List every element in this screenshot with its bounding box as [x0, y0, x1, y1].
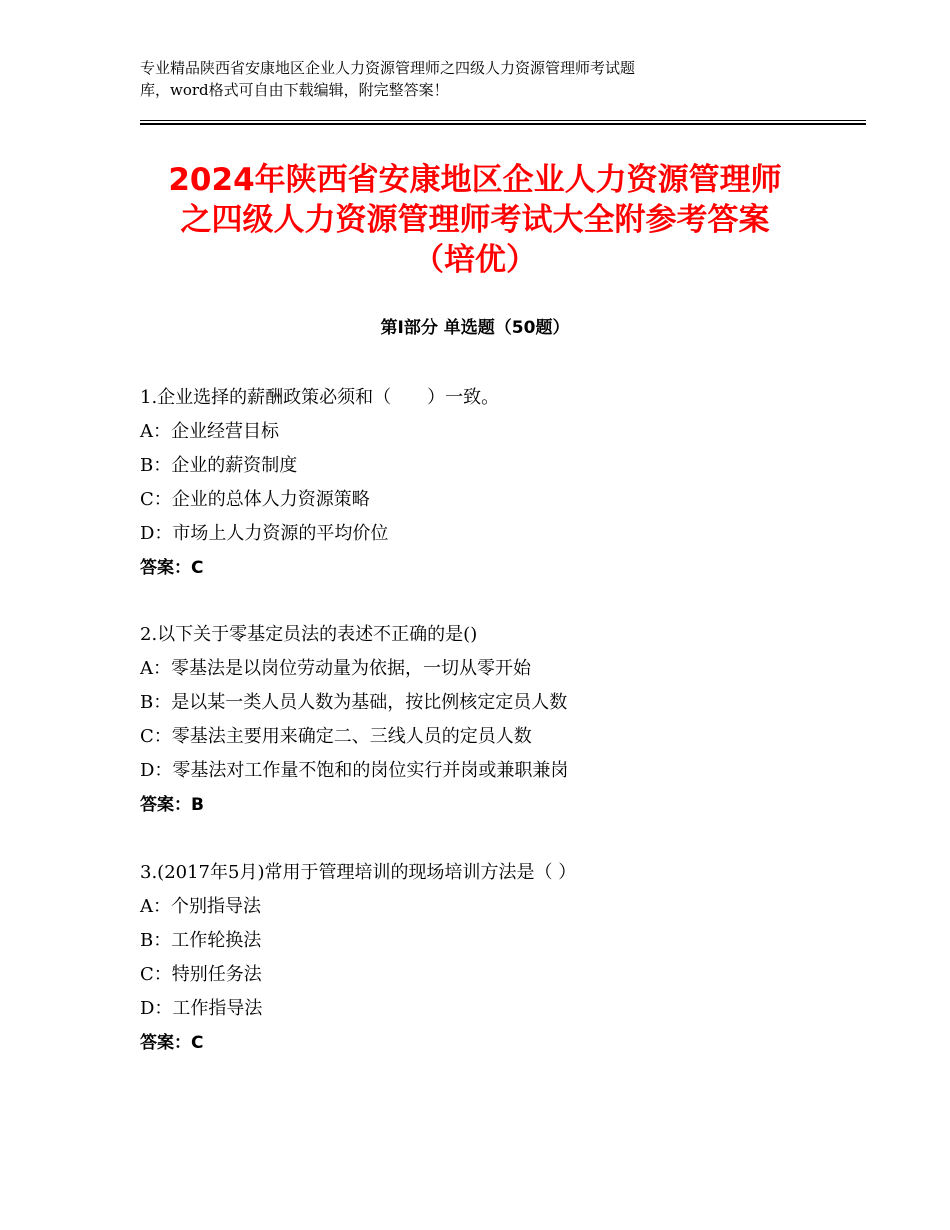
- question-stem: 3.(2017年5月)常用于管理培训的现场培训方法是（ ）: [140, 862, 577, 883]
- question-stem: 2.以下关于零基定员法的表述不正确的是(): [140, 624, 478, 645]
- header-divider-thick: [140, 123, 866, 125]
- header-note-line-2: 库，word格式可自由下载编辑，附完整答案！: [140, 81, 449, 99]
- header-divider-thin: [140, 120, 866, 121]
- option-a: A：个别指导法: [140, 896, 261, 917]
- option-c: C：企业的总体人力资源策略: [140, 489, 370, 510]
- header-note-line-1: 专业精品陕西省安康地区企业人力资源管理师之四级人力资源管理师考试题: [140, 59, 636, 77]
- option-b: B：企业的薪资制度: [140, 455, 298, 476]
- header-note: [140, 57, 790, 101]
- question-1: [140, 381, 860, 585]
- option-d: D：市场上人力资源的平均价位: [140, 523, 389, 544]
- question-3: [140, 856, 860, 1060]
- option-b: B：是以某一类人员人数为基础，按比例核定定员人数: [140, 692, 568, 713]
- option-a: A：零基法是以岗位劳动量为依据，一切从零开始: [140, 658, 531, 679]
- option-d: D：工作指导法: [140, 998, 263, 1019]
- option-d: D：零基法对工作量不饱和的岗位实行并岗或兼职兼岗: [140, 760, 569, 781]
- answer-label: 答案：C: [140, 558, 204, 578]
- option-c: C：特别任务法: [140, 964, 262, 985]
- document-title-line-1: 2024年陕西省安康地区企业人力资源管理师: [168, 162, 782, 198]
- answer-label: 答案：C: [140, 1033, 204, 1053]
- document-title-line-2: 之四级人力资源管理师考试大全附参考答案: [180, 202, 770, 238]
- question-stem: 1.企业选择的薪酬政策必须和（ ）一致。: [140, 387, 500, 408]
- question-2: [140, 618, 860, 822]
- option-c: C：零基法主要用来确定二、三线人员的定员人数: [140, 726, 532, 747]
- document-title: [100, 160, 850, 280]
- option-b: B：工作轮换法: [140, 930, 262, 951]
- section-heading: 第Ⅰ部分 单选题（50题）: [380, 318, 570, 338]
- option-a: A：企业经营目标: [140, 421, 279, 442]
- document-title-line-3: （培优）: [413, 242, 537, 278]
- answer-label: 答案：B: [140, 795, 204, 815]
